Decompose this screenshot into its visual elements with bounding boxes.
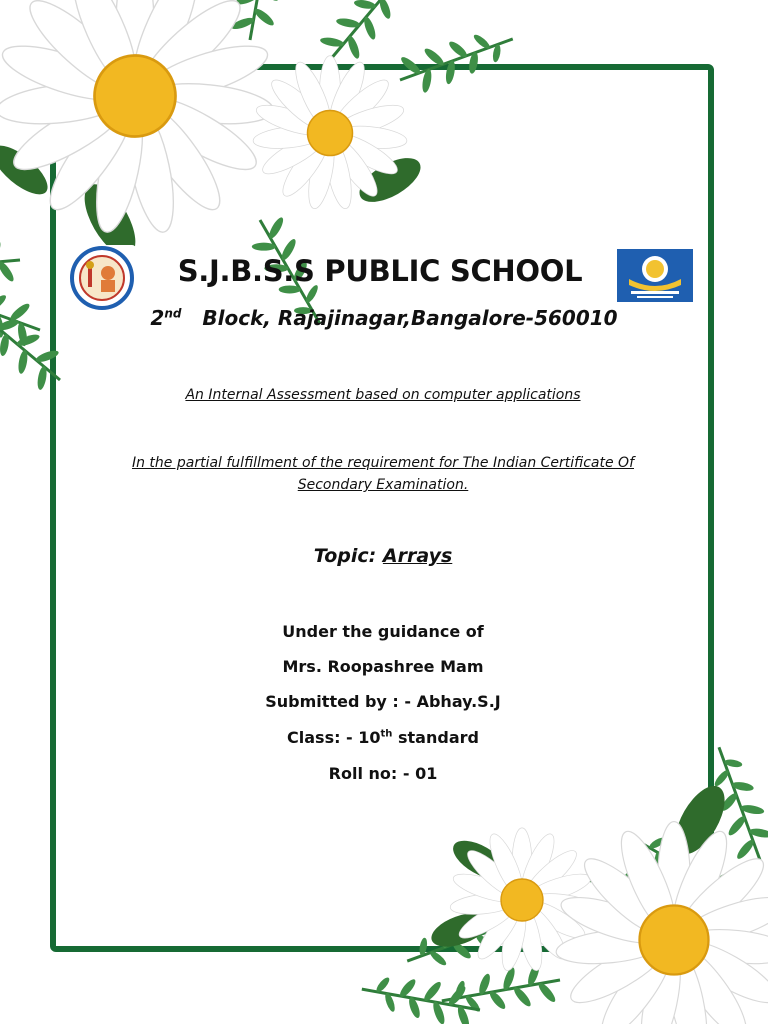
fern-leaf-icon — [0, 286, 74, 397]
address-text: Block, Rajajinagar,Bangalore-560010 — [202, 306, 618, 330]
council-logo — [617, 249, 693, 302]
class-line — [150, 728, 616, 747]
guide-name: Mrs. Roopashree Mam — [282, 657, 484, 676]
class-rest: standard — [392, 728, 479, 747]
topic-label: Topic: — [313, 545, 377, 567]
roll-number: Roll no: - 01 — [328, 764, 438, 783]
submitted-by: Submitted by : - Abhay.S.J — [265, 692, 501, 711]
daisy-flower-icon — [0, 0, 275, 236]
topic-line — [150, 545, 616, 567]
daisy-flower-icon — [555, 822, 768, 1024]
address-number: 2 — [150, 306, 165, 330]
fern-leaf-icon — [0, 238, 22, 293]
school-name: S.J.B.S.S PUBLIC SCHOOL — [177, 254, 583, 288]
school-emblem-logo — [68, 245, 136, 311]
fulfillment-statement: In the partial fulfillment of the requirement for The Indian Certificate Of Secondary Examination. — [131, 455, 634, 493]
address-ordinal: nd — [164, 306, 182, 321]
school-address — [120, 306, 648, 330]
fern-leaf-icon — [392, 18, 520, 101]
class-ordinal: th — [380, 728, 393, 740]
class-prefix: Class: - 10 — [287, 728, 381, 747]
guidance-label: Under the guidance of — [282, 622, 484, 641]
topic-value: Arrays — [382, 545, 453, 567]
assessment-description: An Internal Assessment based on computer applications — [185, 387, 581, 403]
